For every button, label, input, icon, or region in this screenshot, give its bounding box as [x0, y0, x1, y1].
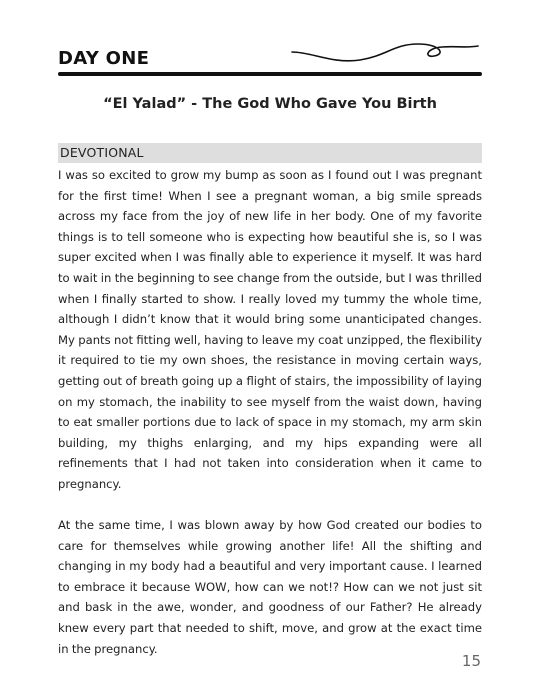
- header-divider: [58, 72, 482, 76]
- devotional-body: [58, 165, 482, 680]
- devotional-subtitle: “El Yalad” - The God Who Gave You Birth: [103, 96, 437, 112]
- paragraph: At the same time, I was blown away by how God created our bodies to care for themselves while growing another life! All the shifting and changing in my body had a beautiful and very important cause. I learned to embrace it because WOW, how can we not!? How can we not just sit and bask in the awe, wonder, and goodness of our Father? He already knew every part that needed to shift, move, and grow at the exact time in the pregnancy.: [58, 518, 482, 656]
- section-label: DEVOTIONAL: [60, 145, 144, 160]
- section-header-bar: [58, 143, 482, 163]
- decorative-swirl-icon: [290, 36, 480, 68]
- page-number: 15: [461, 652, 481, 670]
- paragraph: I was so excited to grow my bump as soon as I found out I was pregnant for the first time! When I see a pregnant woman, a big smile spreads across my face from the joy of new life in her body. One of my favorite things is to tell someone who is expecting how beautiful she is, so I was super excited when I was finally able to experience it myself. It was hard to wait in the beginning to see change from the outside, but I was thrilled when I finally started to show. I really loved my tummy the whole time, although I didn’t know that it would bring some unanticipated changes. My pants not fitting well, having to leave my coat unzipped, the flexibility it required to tie my own shoes, the resistance in moving certain ways, getting out of breath going up a flight of stairs, the impossibility of laying on my stomach, the inability to see myself from the waist down, having to eat smaller portions due to lack of space in my stomach, my arm skin building, my thighs enlarging, and my hips expanding were all refinements that I had not taken into consideration when it came to pregnancy.: [58, 168, 482, 491]
- day-title: DAY ONE: [58, 48, 150, 69]
